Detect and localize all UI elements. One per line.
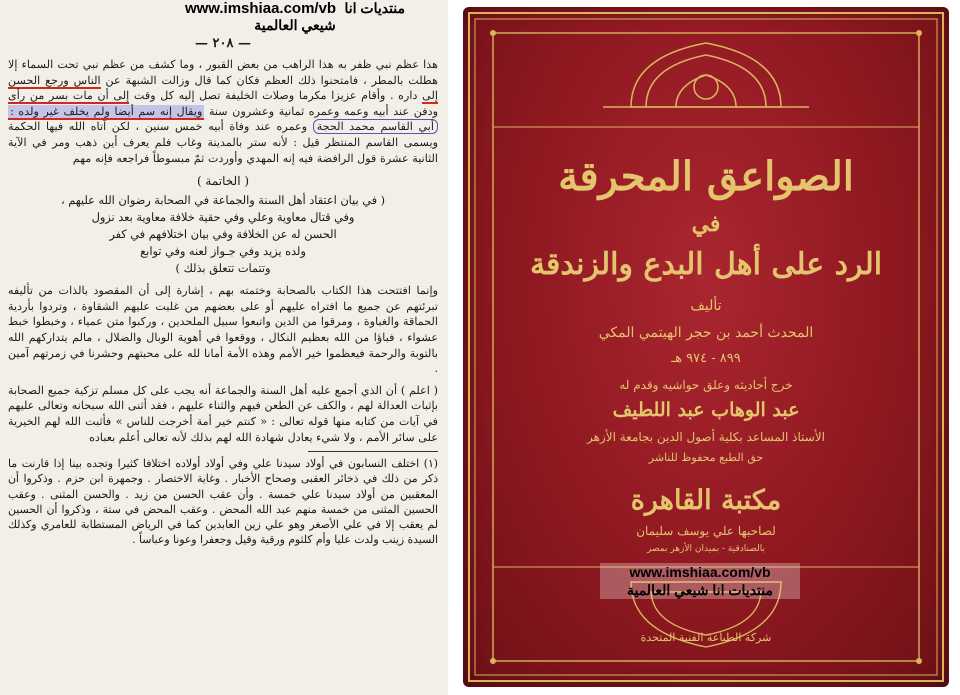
para1-text-b: داره . وأقام عزيزا مكرما وصلات الخليفة تصل إليه كل وقت: [133, 89, 418, 103]
para1-text-a: هذا عظم نبي ظفر به هذا الراهب من بعض القبور ، وما كشف من عظم نبي تحت السماء إلا هطلت بالمطر ، فامتحنوا ذلك العظم فكان كما قال وزالت الشبهة عن: [8, 58, 439, 87]
editor-title: الأستاذ المساعد بكلية أصول الدين بجامعة الأزهر: [586, 430, 825, 444]
underlined-phrase-2: إلى أن مات بسر من رأى: [8, 89, 130, 103]
watermark-brand: شيعي العالمية: [254, 17, 336, 33]
printer-name: شركة الطباعة الفنية المتحدة: [640, 631, 772, 644]
edited-note: خرج أحاديثه وعلق حواشيه وقدم له: [619, 378, 793, 392]
boxed-name: أبي القاسم محمد الحجة: [313, 119, 438, 134]
authored-by-label: تأليف: [690, 298, 722, 314]
publisher-owner: لصاحبها علي يوسف سليمان: [636, 524, 776, 538]
author-name: المحدث أحمد بن حجر الهيتمي المكي: [598, 325, 814, 341]
publisher-name: مكتبة القاهرة: [630, 485, 782, 516]
section-line: الحسن له عن الخلافة وفي بيان اختلافهم في كفر: [109, 228, 337, 242]
publisher-address: بالصنادقية - بميدان الأزهر بمصر: [646, 544, 765, 554]
scanned-book-page: [0, 0, 448, 695]
section-subtitle-block: [8, 192, 438, 277]
footnote-separator: [308, 451, 438, 452]
book-title-fi: في: [691, 211, 721, 237]
paragraph-2: وإنما افتتحت هذا الكتاب بالصحابة وختمته بهم ، إشارة إلى أن المقصود بالذات من تأليفه تبرئتهم عن جميع ما افتراه عليهم أو على بعضهم من غلبت عليهم الشقاوة ، وتردوا بأردية الحماقة والغباوة ، ومرقوا من الدين واتبعوا سبيل الملحدين ، وركبوا متن عمياء ، وخبطوا خبط عشواء ، فباؤا من الله بعظيم النكال ، ووقعوا في أهوية الوبال والضلال ، مالم يتداركهم الله بالتوبة والرحمة فيعظموا خير الأمم وهذه الأمة أمانا لله على محبتهم وحشرنا في زمرتهم آمين .: [8, 284, 438, 376]
section-line: ولده يزيد وفي جـواز لعنه وفي توابع: [140, 245, 306, 259]
paragraph-1: [8, 57, 438, 166]
watermark-mid-tagline: منتديات انا شيعي العالمية: [626, 582, 773, 598]
section-line: وفي قتال معاوية وعلي وفي حقية خلافة معاوية بعد نزول: [91, 211, 355, 225]
watermark-top: [150, 0, 440, 34]
paragraph-3: ( اعلم ) أن الذي أجمع عليه أهل السنة والجماعة أنه يجب على كل مسلم تزكية جميع الصحابة بإثبات العدالة لهم ، والكف عن الطعن فيهم والثناء عليهم ، فقد أثنى الله سبحانه وتعالى عليهم في آيات من كتابه منها قوله تعالى : « كنتم خير أمة أخرجت للناس » فأثبت الله لهم الخيرية على سائر الأمم ، ولا شيء يعادل شهادة الله لهم بذلك لأنه تعالى أعلم بعباده: [8, 383, 438, 444]
watermark-mid-url[interactable]: www.imshiaa.com/vb: [629, 564, 771, 580]
rights-note: حق الطبع محفوظ للناشر: [648, 451, 764, 464]
section-line: ( في بيان اعتقاد أهل السنة والجماعة في الصحابة رضوان الله عليهم ،: [60, 194, 386, 208]
watermark-forum: منتديات انا: [344, 0, 406, 16]
watermark-middle: [600, 563, 800, 599]
para1-text-d: وعمره عند وفاة أبيه خمس سنين ، لكن آتاه الله فيها الحكمة ويسمى القاسم المنتظر قيل : لأنه ستر بالمدينة وغاب فلم يعرف أين ذهب ومر في الآية الثانية عشرة قول الرافضة فيه إنه المهدي وأوردت ثمّ مبسوطاً فراجعه فإنه مهم: [8, 120, 438, 165]
para1-text-c: ودفن عند أبيه وعمه وعمره ثمانية وعشرون سنة: [208, 104, 438, 118]
footnote: (١) اختلف النسابون في أولاد سيدنا علي وفي أولاد أولاده اختلافا كثيرا وتجده بينا إذا قارنت ما ذكر من ذلك في ذخائر العقبى وصحاح الأخبار . وغاية الاختصار . وجمهرة ابن حزم . وذكروا أن المعقبين من أولاد سيدنا علي خمسة . وأن عقب الحسن من زيد . والحسن المثنى . وعقب الحسين المثنى من خمسة منهم عبد الله المحض . وعقب المحض في ستة ، وذكروا أن الحسين لم يعقب إلا في علي الأصغر وهو علي زين العابدين كما في الرياض المستطابة للعامري وكذلك السيدة زينب ولدت عليا وأم كلثوم ورقية وقيل وجعفرا وعونا وعباساً .: [8, 457, 438, 547]
page-number-header: — ٢٠٨ —: [194, 36, 251, 51]
watermark-url[interactable]: www.imshiaa.com/vb: [184, 0, 337, 17]
section-title: ( الخاتمة ): [196, 174, 250, 189]
highlighted-phrase: ويقال إنه سم أيضا ولم يخلف غير ولده :: [10, 104, 203, 118]
editor-name: عبد الوهاب عبد اللطيف: [612, 399, 800, 421]
section-line: وتتمات تتعلق بذلك ): [175, 262, 271, 276]
underlined-phrase-1: الناس ورجع الحسن إلى: [8, 73, 438, 103]
book-title-main: الصواعق المحرقة: [558, 153, 854, 200]
author-dates: ٨٩٩ - ٩٧٤ هـ: [671, 351, 741, 366]
book-title-sub: الرد على أهل البدع والزندقة: [529, 247, 883, 282]
